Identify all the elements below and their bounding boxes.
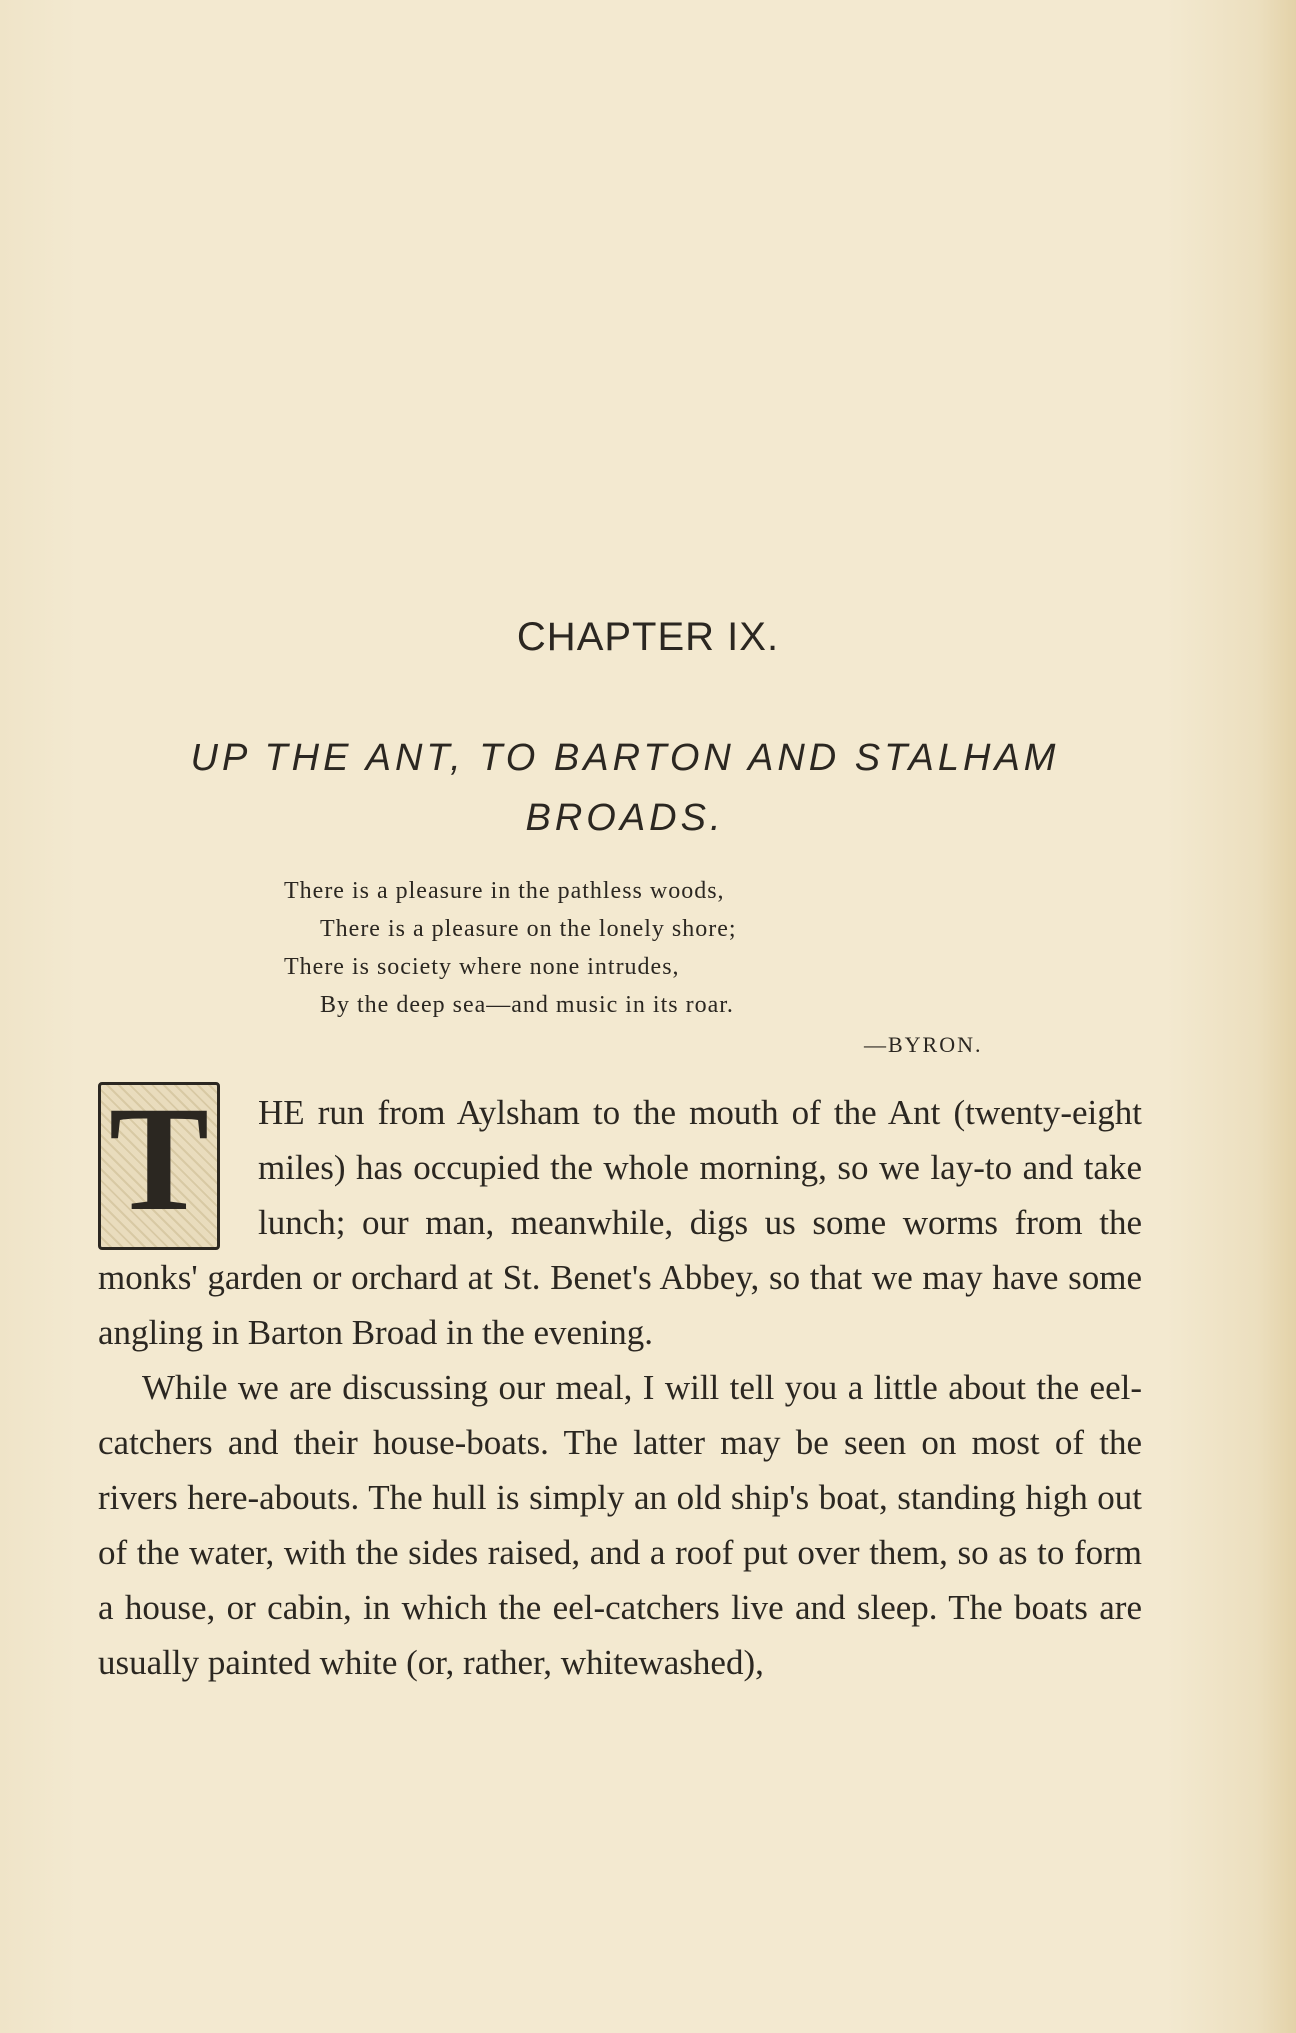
epigraph-line: By the deep sea—and music in its roar. — [320, 992, 734, 1018]
epigraph-line: There is society where none intrudes, — [284, 954, 680, 980]
paragraph-1: HE run from Aylsham to the mouth of the Ant (twenty-eight miles) has occupied the whole morning, so we lay-to and take lunch; our man, meanwhile, digs us some worms from the monks' garden or orchard at St. Benet's Abbey, so that we may have some angling in Barton Broad in the evening. — [98, 1093, 1142, 1352]
drop-cap-letter: T — [108, 1076, 210, 1242]
body-text — [98, 1085, 1142, 1690]
chapter-heading: CHAPTER IX. — [516, 615, 780, 659]
epigraph-attribution: —BYRON. — [864, 1032, 983, 1057]
paragraph-2: While we are discussing our meal, I will tell you a little about the eel-catchers and their house-boats. The latter may be seen on most of the rivers here-abouts. The hull is simply an old ship's boat, standing high out of the water, with the sides raised, and a roof put over them, so as to form a house, or cabin, in which the eel-catchers live and sleep. The boats are usually painted white (or, rather, whitewashed), — [98, 1368, 1142, 1682]
chapter-title: UP THE ANT, TO BARTON AND STALHAM BROADS. — [190, 737, 1060, 839]
epigraph — [284, 872, 983, 1057]
epigraph-line: There is a pleasure in the pathless woods, — [284, 878, 725, 904]
epigraph-line: There is a pleasure on the lonely shore; — [320, 916, 737, 942]
